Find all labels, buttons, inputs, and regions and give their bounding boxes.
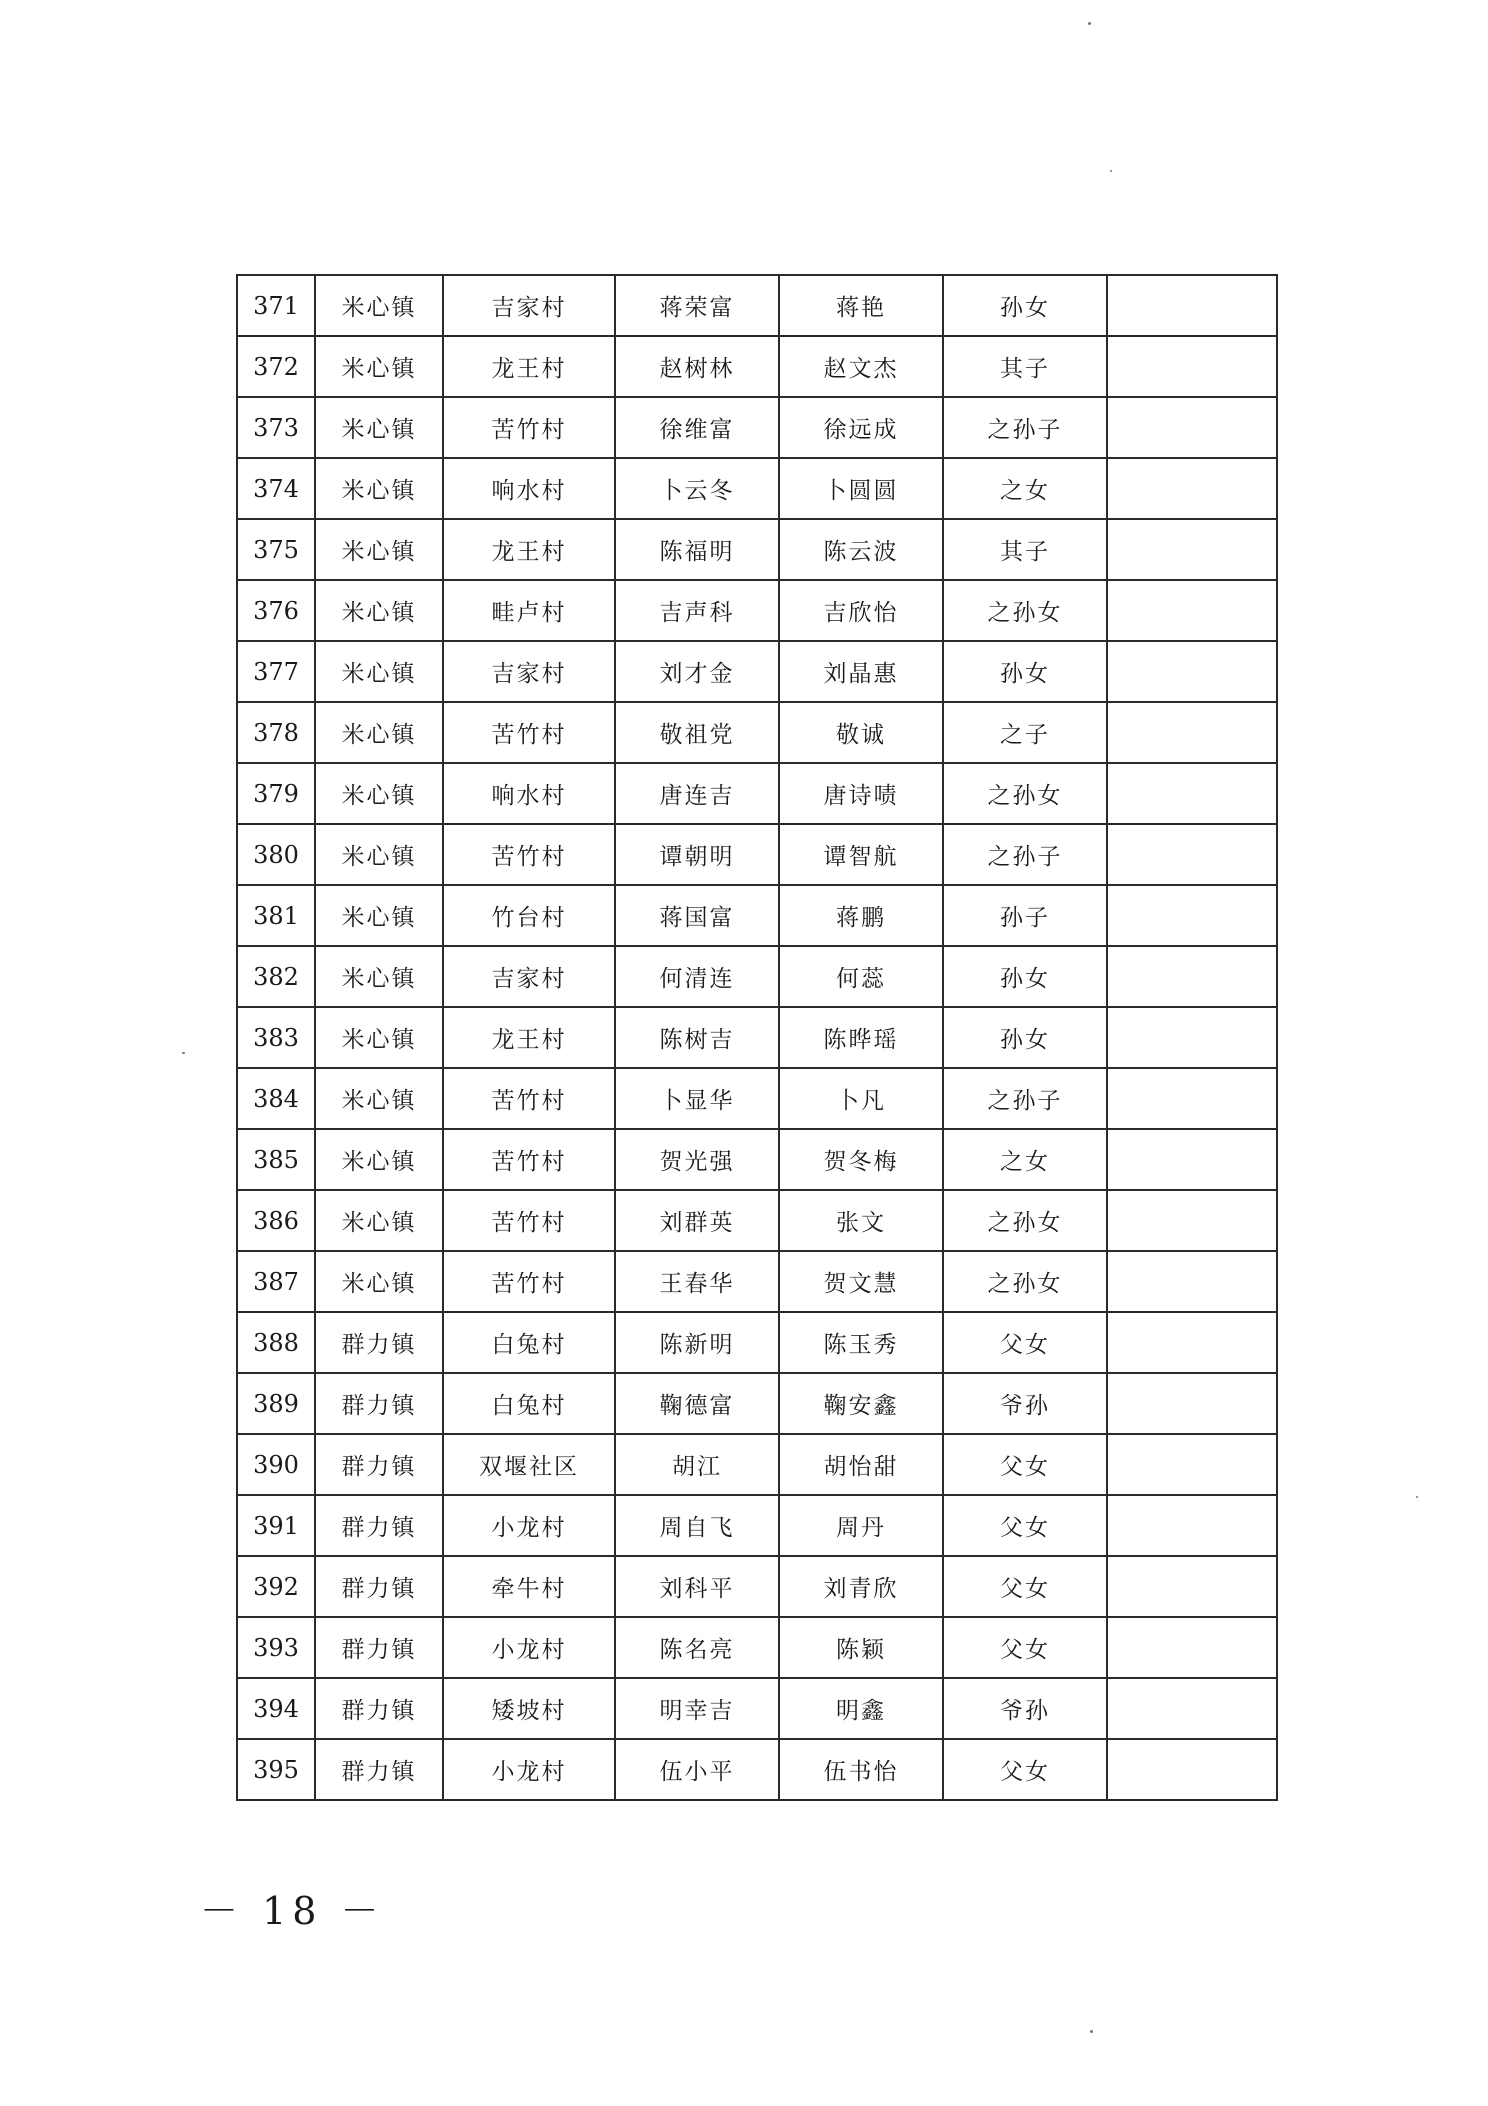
table-row <box>237 1495 1277 1556</box>
cell-name: 伍小平 <box>615 1739 779 1800</box>
cell-number: 389 <box>237 1373 315 1434</box>
cell-number: 395 <box>237 1739 315 1800</box>
cell-town: 米心镇 <box>315 1007 443 1068</box>
cell-town: 米心镇 <box>315 1190 443 1251</box>
cell-name: 王春华 <box>615 1251 779 1312</box>
cell-relation: 之孙女 <box>943 1190 1107 1251</box>
cell-village: 苦竹村 <box>443 1129 615 1190</box>
table-row <box>237 641 1277 702</box>
cell-note <box>1107 458 1277 519</box>
cell-related-person: 伍书怡 <box>779 1739 943 1800</box>
cell-related-person: 陈玉秀 <box>779 1312 943 1373</box>
cell-related-person: 刘青欣 <box>779 1556 943 1617</box>
cell-related-person: 唐诗啧 <box>779 763 943 824</box>
cell-village: 小龙村 <box>443 1495 615 1556</box>
table-row <box>237 824 1277 885</box>
cell-note <box>1107 763 1277 824</box>
table-row <box>237 275 1277 336</box>
cell-village: 吉家村 <box>443 946 615 1007</box>
cell-relation: 父女 <box>943 1312 1107 1373</box>
cell-related-person: 徐远成 <box>779 397 943 458</box>
cell-town: 米心镇 <box>315 702 443 763</box>
cell-relation: 孙女 <box>943 641 1107 702</box>
cell-related-person: 贺冬梅 <box>779 1129 943 1190</box>
cell-number: 384 <box>237 1068 315 1129</box>
cell-village: 苦竹村 <box>443 1190 615 1251</box>
cell-town: 米心镇 <box>315 763 443 824</box>
cell-number: 382 <box>237 946 315 1007</box>
cell-related-person: 陈颖 <box>779 1617 943 1678</box>
cell-related-person: 赵文杰 <box>779 336 943 397</box>
cell-relation: 爷孙 <box>943 1678 1107 1739</box>
cell-name: 贺光强 <box>615 1129 779 1190</box>
cell-name: 谭朝明 <box>615 824 779 885</box>
table-row <box>237 1068 1277 1129</box>
cell-relation: 之女 <box>943 458 1107 519</box>
cell-number: 380 <box>237 824 315 885</box>
cell-name: 陈新明 <box>615 1312 779 1373</box>
cell-note <box>1107 275 1277 336</box>
cell-relation: 爷孙 <box>943 1373 1107 1434</box>
cell-village: 吉家村 <box>443 641 615 702</box>
cell-village: 苦竹村 <box>443 702 615 763</box>
cell-number: 373 <box>237 397 315 458</box>
table-row <box>237 1312 1277 1373</box>
cell-related-person: 明鑫 <box>779 1678 943 1739</box>
scan-speck <box>1110 170 1112 172</box>
cell-town: 米心镇 <box>315 336 443 397</box>
cell-note <box>1107 885 1277 946</box>
cell-note <box>1107 1068 1277 1129</box>
table-row <box>237 580 1277 641</box>
cell-related-person: 周丹 <box>779 1495 943 1556</box>
cell-note <box>1107 1739 1277 1800</box>
cell-number: 388 <box>237 1312 315 1373</box>
cell-village: 龙王村 <box>443 336 615 397</box>
cell-note <box>1107 1556 1277 1617</box>
cell-related-person: 鞠安鑫 <box>779 1373 943 1434</box>
cell-name: 卜云冬 <box>615 458 779 519</box>
cell-name: 蒋荣富 <box>615 275 779 336</box>
table-row <box>237 1739 1277 1800</box>
table-row <box>237 1556 1277 1617</box>
table-row <box>237 946 1277 1007</box>
cell-number: 377 <box>237 641 315 702</box>
cell-village: 小龙村 <box>443 1617 615 1678</box>
cell-town: 群力镇 <box>315 1495 443 1556</box>
cell-town: 米心镇 <box>315 641 443 702</box>
cell-note <box>1107 1007 1277 1068</box>
cell-village: 响水村 <box>443 763 615 824</box>
table-row <box>237 702 1277 763</box>
cell-relation: 之女 <box>943 1129 1107 1190</box>
cell-name: 唐连吉 <box>615 763 779 824</box>
cell-related-person: 吉欣怡 <box>779 580 943 641</box>
roster-table <box>236 274 1278 1801</box>
cell-related-person: 陈云波 <box>779 519 943 580</box>
cell-related-person: 谭智航 <box>779 824 943 885</box>
cell-note <box>1107 702 1277 763</box>
cell-relation: 父女 <box>943 1739 1107 1800</box>
cell-name: 周自飞 <box>615 1495 779 1556</box>
cell-number: 378 <box>237 702 315 763</box>
cell-note <box>1107 1617 1277 1678</box>
table-row <box>237 1007 1277 1068</box>
cell-note <box>1107 519 1277 580</box>
cell-note <box>1107 397 1277 458</box>
roster-body <box>237 275 1277 1800</box>
cell-note <box>1107 1373 1277 1434</box>
cell-number: 383 <box>237 1007 315 1068</box>
table-row <box>237 1434 1277 1495</box>
cell-relation: 父女 <box>943 1495 1107 1556</box>
cell-note <box>1107 824 1277 885</box>
cell-relation: 之孙女 <box>943 1251 1107 1312</box>
cell-related-person: 刘晶惠 <box>779 641 943 702</box>
cell-town: 米心镇 <box>315 1129 443 1190</box>
cell-related-person: 张文 <box>779 1190 943 1251</box>
cell-related-person: 何蕊 <box>779 946 943 1007</box>
table-row <box>237 885 1277 946</box>
table-row <box>237 1617 1277 1678</box>
cell-name: 卜显华 <box>615 1068 779 1129</box>
cell-village: 矮坡村 <box>443 1678 615 1739</box>
cell-town: 米心镇 <box>315 824 443 885</box>
cell-relation: 之子 <box>943 702 1107 763</box>
cell-number: 393 <box>237 1617 315 1678</box>
cell-name: 陈树吉 <box>615 1007 779 1068</box>
cell-town: 群力镇 <box>315 1434 443 1495</box>
cell-note <box>1107 1434 1277 1495</box>
cell-number: 386 <box>237 1190 315 1251</box>
cell-number: 394 <box>237 1678 315 1739</box>
cell-related-person: 陈晔瑶 <box>779 1007 943 1068</box>
cell-town: 米心镇 <box>315 519 443 580</box>
cell-note <box>1107 1312 1277 1373</box>
cell-town: 米心镇 <box>315 946 443 1007</box>
cell-name: 陈名亮 <box>615 1617 779 1678</box>
cell-name: 刘才金 <box>615 641 779 702</box>
cell-town: 群力镇 <box>315 1617 443 1678</box>
cell-village: 牵牛村 <box>443 1556 615 1617</box>
scan-speck <box>1090 2030 1093 2033</box>
cell-village: 小龙村 <box>443 1739 615 1800</box>
cell-town: 米心镇 <box>315 1251 443 1312</box>
cell-number: 379 <box>237 763 315 824</box>
cell-relation: 父女 <box>943 1556 1107 1617</box>
cell-related-person: 蒋艳 <box>779 275 943 336</box>
cell-town: 米心镇 <box>315 275 443 336</box>
cell-village: 苦竹村 <box>443 397 615 458</box>
cell-town: 群力镇 <box>315 1739 443 1800</box>
table-row <box>237 1190 1277 1251</box>
table-row <box>237 519 1277 580</box>
cell-town: 米心镇 <box>315 1068 443 1129</box>
cell-note <box>1107 336 1277 397</box>
cell-number: 375 <box>237 519 315 580</box>
scan-speck <box>1416 1496 1418 1498</box>
cell-relation: 其子 <box>943 336 1107 397</box>
cell-related-person: 敬诚 <box>779 702 943 763</box>
table-row <box>237 1251 1277 1312</box>
cell-village: 竹台村 <box>443 885 615 946</box>
cell-name: 明幸吉 <box>615 1678 779 1739</box>
cell-village: 苦竹村 <box>443 824 615 885</box>
cell-relation: 之孙子 <box>943 1068 1107 1129</box>
table-row <box>237 458 1277 519</box>
cell-relation: 孙子 <box>943 885 1107 946</box>
cell-relation: 父女 <box>943 1434 1107 1495</box>
cell-note <box>1107 1190 1277 1251</box>
page-number: － 18 － <box>200 1889 385 1933</box>
cell-number: 376 <box>237 580 315 641</box>
cell-related-person: 胡怡甜 <box>779 1434 943 1495</box>
cell-relation: 之孙子 <box>943 397 1107 458</box>
cell-relation: 孙女 <box>943 946 1107 1007</box>
cell-note <box>1107 1678 1277 1739</box>
cell-name: 鞠德富 <box>615 1373 779 1434</box>
cell-village: 龙王村 <box>443 1007 615 1068</box>
table-row <box>237 336 1277 397</box>
cell-name: 敬祖党 <box>615 702 779 763</box>
cell-relation: 孙女 <box>943 275 1107 336</box>
table-row <box>237 1129 1277 1190</box>
cell-town: 群力镇 <box>315 1312 443 1373</box>
cell-village: 吉家村 <box>443 275 615 336</box>
cell-related-person: 卜凡 <box>779 1068 943 1129</box>
cell-number: 374 <box>237 458 315 519</box>
cell-town: 群力镇 <box>315 1373 443 1434</box>
cell-relation: 之孙女 <box>943 763 1107 824</box>
cell-relation: 孙女 <box>943 1007 1107 1068</box>
cell-town: 群力镇 <box>315 1678 443 1739</box>
cell-village: 苦竹村 <box>443 1068 615 1129</box>
cell-village: 苦竹村 <box>443 1251 615 1312</box>
cell-village: 畦卢村 <box>443 580 615 641</box>
table-row <box>237 1678 1277 1739</box>
cell-town: 米心镇 <box>315 580 443 641</box>
cell-town: 群力镇 <box>315 1556 443 1617</box>
cell-related-person: 蒋鹏 <box>779 885 943 946</box>
cell-note <box>1107 580 1277 641</box>
cell-village: 白兔村 <box>443 1312 615 1373</box>
cell-town: 米心镇 <box>315 885 443 946</box>
cell-number: 391 <box>237 1495 315 1556</box>
cell-name: 刘群英 <box>615 1190 779 1251</box>
cell-note <box>1107 1251 1277 1312</box>
cell-number: 385 <box>237 1129 315 1190</box>
cell-village: 白兔村 <box>443 1373 615 1434</box>
cell-number: 371 <box>237 275 315 336</box>
cell-number: 387 <box>237 1251 315 1312</box>
cell-name: 何清连 <box>615 946 779 1007</box>
cell-relation: 其子 <box>943 519 1107 580</box>
cell-name: 徐维富 <box>615 397 779 458</box>
cell-number: 381 <box>237 885 315 946</box>
cell-name: 赵树林 <box>615 336 779 397</box>
table-row <box>237 763 1277 824</box>
cell-number: 392 <box>237 1556 315 1617</box>
cell-name: 蒋国富 <box>615 885 779 946</box>
cell-relation: 父女 <box>943 1617 1107 1678</box>
cell-note <box>1107 1495 1277 1556</box>
cell-number: 390 <box>237 1434 315 1495</box>
cell-note <box>1107 641 1277 702</box>
cell-name: 胡江 <box>615 1434 779 1495</box>
cell-village: 响水村 <box>443 458 615 519</box>
cell-town: 米心镇 <box>315 397 443 458</box>
cell-note <box>1107 946 1277 1007</box>
cell-related-person: 贺文慧 <box>779 1251 943 1312</box>
cell-village: 双堰社区 <box>443 1434 615 1495</box>
cell-town: 米心镇 <box>315 458 443 519</box>
cell-name: 刘科平 <box>615 1556 779 1617</box>
table-row <box>237 1373 1277 1434</box>
cell-note <box>1107 1129 1277 1190</box>
cell-number: 372 <box>237 336 315 397</box>
cell-name: 吉声科 <box>615 580 779 641</box>
cell-name: 陈福明 <box>615 519 779 580</box>
cell-related-person: 卜圆圆 <box>779 458 943 519</box>
scan-speck <box>1088 22 1091 25</box>
cell-relation: 之孙女 <box>943 580 1107 641</box>
cell-village: 龙王村 <box>443 519 615 580</box>
scan-speck <box>182 1052 185 1054</box>
table-row <box>237 397 1277 458</box>
cell-relation: 之孙子 <box>943 824 1107 885</box>
